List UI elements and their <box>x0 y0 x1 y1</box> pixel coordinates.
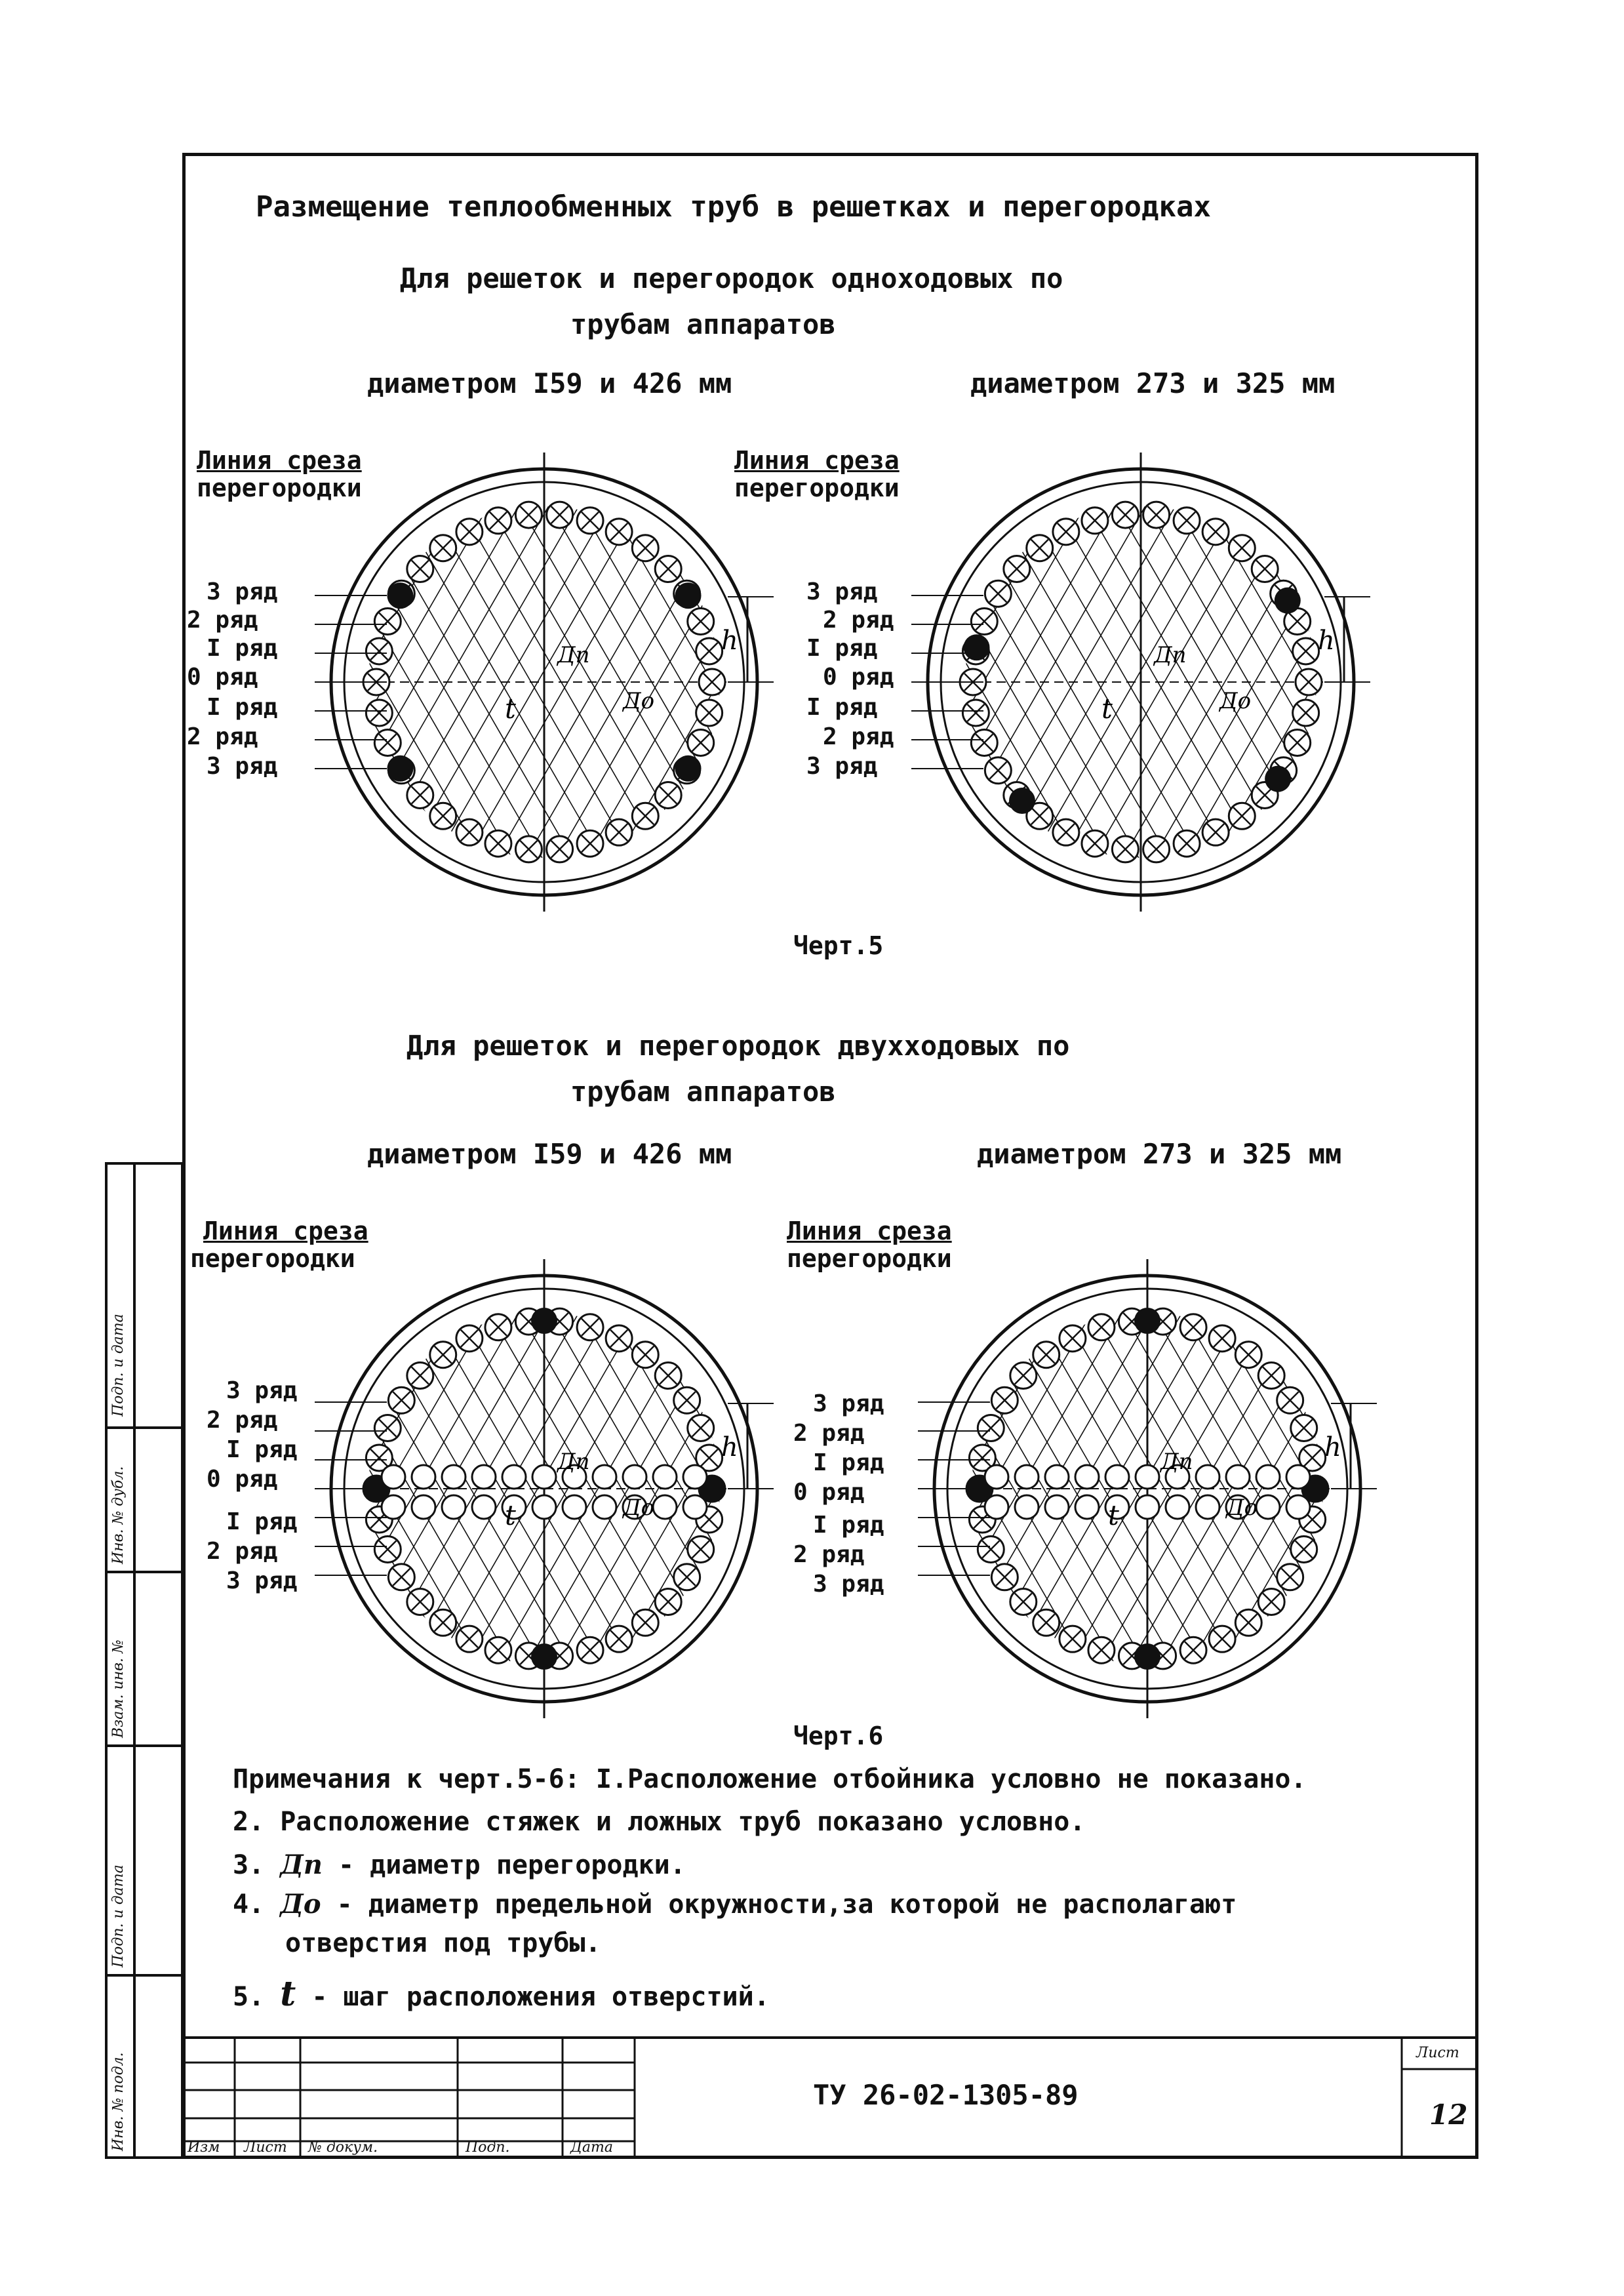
stamp-col-label: Изм <box>188 2139 220 2156</box>
tube-hole <box>472 1465 496 1489</box>
cut-line-label-cont: перегородки <box>190 1244 355 1273</box>
tube-hole <box>1015 1495 1039 1519</box>
row-label: I ряд <box>806 635 878 662</box>
tie-rod <box>1265 766 1291 792</box>
row-label: 3 ряд <box>226 1377 298 1404</box>
row-label: 2 ряд <box>823 607 894 634</box>
tie-rod <box>531 1308 557 1334</box>
row-label: 0 ряд <box>207 1466 278 1493</box>
note-number: 3. <box>233 1850 265 1880</box>
diameter-small-label-2: диаметром I59 и 426 мм <box>367 1138 732 1170</box>
tube-sheet-diagram-2 <box>911 453 1370 912</box>
pitch-label: t <box>1101 693 1113 725</box>
tube-hole <box>1105 1465 1129 1489</box>
pitch-label: t <box>505 693 516 725</box>
note-3 <box>233 1849 686 1880</box>
tie-rod <box>387 755 413 782</box>
tie-rod <box>1134 1643 1160 1670</box>
tube-hole <box>1015 1465 1039 1489</box>
tube-hole <box>1196 1465 1219 1489</box>
tube-hole <box>1196 1495 1219 1519</box>
side-label: Подп. и дата <box>110 1314 127 1417</box>
diameter-label: Дп <box>557 1449 590 1475</box>
side-label: Подп. и дата <box>110 1864 127 1967</box>
notes-intro: Примечания к черт.5-6: I.Расположение отбойника условно не показано. <box>233 1764 1307 1794</box>
diameter-label: Дo <box>623 688 655 714</box>
note-5 <box>233 1974 770 2014</box>
tube-hole <box>1136 1495 1159 1519</box>
chart5-caption: Черт.5 <box>793 931 884 960</box>
row-label: I ряд <box>207 635 278 662</box>
cut-line-label: Линия среза <box>203 1217 368 1245</box>
pitch-label: t <box>1108 1499 1119 1531</box>
section1-heading-cont: трубам аппаратов <box>570 308 836 340</box>
diameter-label: Дп <box>1154 642 1187 668</box>
tube-hole <box>653 1465 677 1489</box>
sheet-number: 12 <box>1429 2099 1468 2131</box>
note-symbol: t <box>280 1974 296 2014</box>
tie-rod <box>963 634 989 660</box>
note-2: 2. Расположение стяжек и ложных труб показано условно. <box>233 1807 1086 1837</box>
side-label: Инв. № подл. <box>110 2052 127 2151</box>
tie-rod <box>1009 788 1035 814</box>
note-4 <box>233 1889 1237 1920</box>
diameter-label: Дo <box>1219 688 1252 714</box>
stamp-col-label: Лист <box>244 2139 287 2156</box>
dimension-h-label: h <box>1324 1432 1341 1462</box>
tube-hole <box>1286 1495 1310 1519</box>
diameter-large-label-2: диаметром 273 и 325 мм <box>977 1138 1342 1170</box>
tube-hole <box>1075 1495 1099 1519</box>
diameter-small-label-1: диаметром I59 и 426 мм <box>367 367 732 399</box>
tube-hole <box>1075 1465 1099 1489</box>
row-label: 2 ряд <box>207 1407 278 1434</box>
note-4-cont: отверстия под трубы. <box>285 1928 601 1958</box>
tube-hole <box>472 1495 496 1519</box>
row-label: 2 ряд <box>187 723 258 750</box>
note-text: - шаг расположения отверстий. <box>311 1982 770 2012</box>
page-title: Размещение теплообменных труб в решетках и перегородках <box>256 190 1211 224</box>
row-label: I ряд <box>207 694 278 721</box>
row-label: 2 ряд <box>823 723 894 750</box>
tube-hole <box>593 1465 616 1489</box>
section1-heading: Для решеток и перегородок одноходовых по <box>400 262 1063 294</box>
diameter-large-label-1: диаметром 273 и 325 мм <box>970 367 1336 399</box>
tube-hole <box>532 1495 556 1519</box>
row-label: 2 ряд <box>187 607 258 634</box>
tube-hole <box>985 1465 1008 1489</box>
row-label: 3 ряд <box>813 1390 884 1417</box>
row-label: 0 ряд <box>187 664 258 691</box>
tube-hole <box>1226 1465 1250 1489</box>
sheet-label: Лист <box>1416 2045 1459 2061</box>
tie-rod <box>675 755 702 782</box>
tube-hole <box>985 1495 1008 1519</box>
stamp-col-label: № докум. <box>308 2139 378 2156</box>
row-label: 3 ряд <box>806 753 878 780</box>
tube-hole <box>442 1495 465 1519</box>
dimension-h-label: h <box>721 626 738 656</box>
tube-sheet-diagram-4 <box>918 1259 1377 1718</box>
tube-hole <box>412 1495 435 1519</box>
tube-hole <box>563 1495 586 1519</box>
tube-sheet-diagram-1 <box>315 453 774 912</box>
chart6-caption: Черт.6 <box>793 1722 884 1750</box>
row-label: I ряд <box>226 1436 298 1463</box>
side-label: Взам. инв. № <box>110 1640 127 1738</box>
tube-hole <box>502 1465 526 1489</box>
row-label: 2 ряд <box>793 1541 865 1568</box>
section2-heading-cont: трубам аппаратов <box>570 1076 836 1108</box>
row-label: 2 ряд <box>207 1538 278 1565</box>
side-label: Инв. № дубл. <box>110 1466 127 1564</box>
note-symbol: Дп <box>280 1849 323 1880</box>
tube-hole <box>442 1465 465 1489</box>
note-text: - диаметр предельной окружности,за которой не располагают <box>336 1889 1237 1920</box>
tube-hole <box>412 1465 435 1489</box>
diameter-label: Дп <box>557 642 590 668</box>
row-label: I ряд <box>806 694 878 721</box>
note-number: 5. <box>233 1982 265 2012</box>
tube-hole <box>1256 1495 1280 1519</box>
document-code: ТУ 26-02-1305-89 <box>813 2079 1079 2111</box>
tube-hole <box>683 1465 707 1489</box>
stamp-col-label: Подп. <box>465 2139 510 2156</box>
cut-line-label-cont: перегородки <box>197 473 362 502</box>
row-label: 0 ряд <box>793 1479 865 1506</box>
diameter-label: Дo <box>623 1495 655 1521</box>
tube-hole <box>532 1465 556 1489</box>
cut-line-label: Линия среза <box>787 1217 952 1245</box>
pitch-label: t <box>505 1499 516 1531</box>
row-label: I ряд <box>226 1508 298 1535</box>
row-label: 3 ряд <box>806 578 878 605</box>
tie-rod <box>1134 1308 1160 1334</box>
tube-hole <box>382 1495 405 1519</box>
tie-rod <box>675 582 702 609</box>
tube-hole <box>1045 1465 1069 1489</box>
row-label: 2 ряд <box>793 1420 865 1447</box>
stamp-col-label: Дата <box>570 2139 613 2156</box>
note-symbol: До <box>280 1889 321 1920</box>
row-label: 3 ряд <box>207 753 278 780</box>
tube-hole <box>1256 1465 1280 1489</box>
tube-hole <box>1136 1465 1159 1489</box>
tube-sheet-diagram-3 <box>315 1259 774 1718</box>
dimension-h-label: h <box>1318 626 1335 656</box>
tube-hole <box>1045 1495 1069 1519</box>
row-label: I ряд <box>813 1512 884 1539</box>
row-label: 0 ряд <box>823 664 894 691</box>
note-text: - диаметр перегородки. <box>338 1850 686 1880</box>
cut-line-label-cont: перегородки <box>734 473 900 502</box>
row-label: 3 ряд <box>207 578 278 605</box>
tie-rod <box>531 1643 557 1670</box>
dimension-h-label: h <box>721 1432 738 1462</box>
tie-rod <box>387 582 413 609</box>
tube-hole <box>382 1465 405 1489</box>
cut-line-label-cont: перегородки <box>787 1244 952 1273</box>
diameter-label: Дп <box>1160 1449 1193 1475</box>
section2-heading: Для решеток и перегородок двухходовых по <box>406 1030 1070 1062</box>
note-number: 4. <box>233 1889 265 1920</box>
tube-hole <box>1166 1495 1189 1519</box>
tube-hole <box>683 1495 707 1519</box>
tube-hole <box>623 1465 646 1489</box>
tie-rod <box>1275 588 1301 614</box>
row-label: 3 ряд <box>226 1567 298 1594</box>
tube-hole <box>653 1495 677 1519</box>
row-label: I ряд <box>813 1449 884 1476</box>
row-label: 3 ряд <box>813 1571 884 1598</box>
tube-hole <box>1286 1465 1310 1489</box>
cut-line-label: Линия среза <box>197 446 362 475</box>
cut-line-label: Линия среза <box>734 446 900 475</box>
diameter-label: Дo <box>1226 1495 1258 1521</box>
tube-hole <box>593 1495 616 1519</box>
